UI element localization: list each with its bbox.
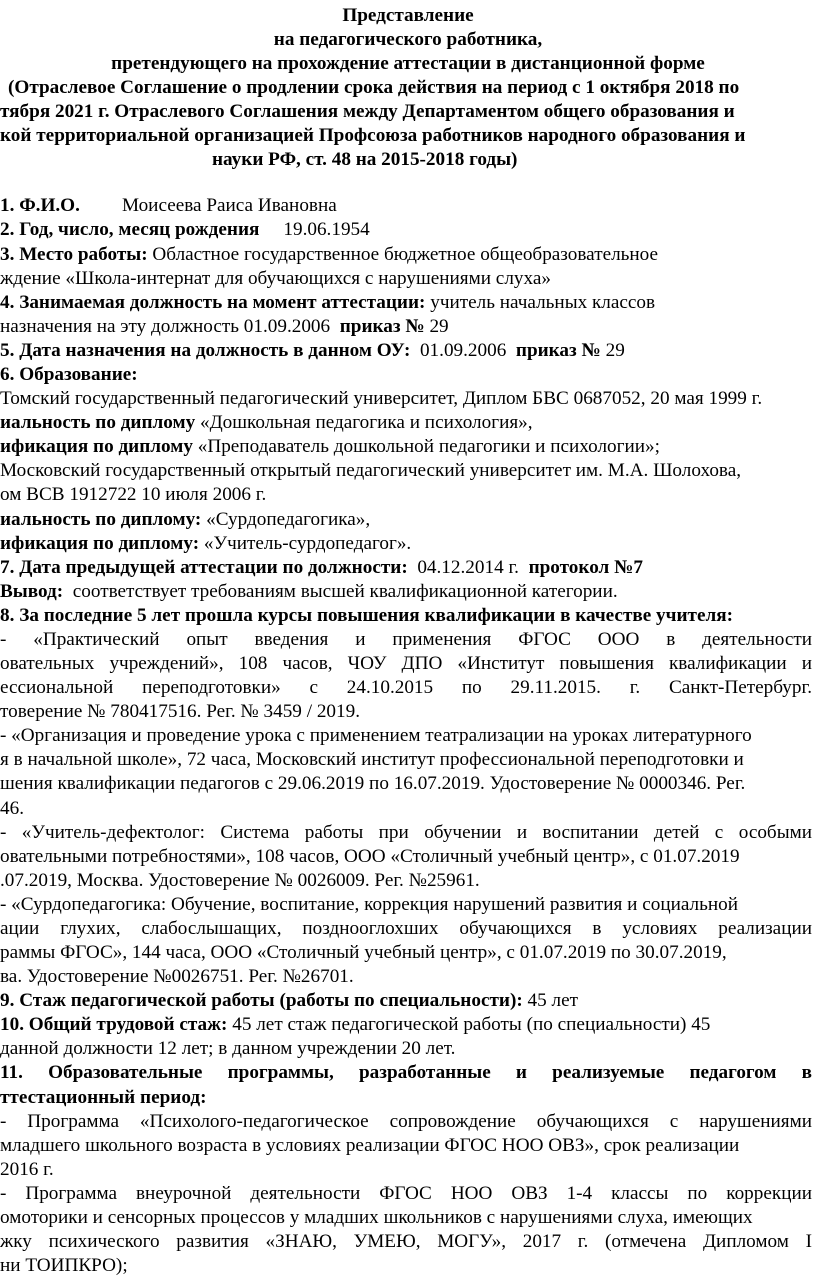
field-label: 1. Ф.И.О. <box>0 195 80 216</box>
field-label: иальность по диплому <box>0 412 196 433</box>
course-line: я в начальной школе», 72 часа, Московский институт профессиональной переподготовки и <box>0 749 744 770</box>
field-value: «Учитель-сурдопедагог». <box>203 533 412 554</box>
program-line: 2016 г. <box>0 1159 54 1180</box>
education-line: Томский государственный педагогический университет, Диплом БВС 0687052, 20 мая 1999 г. <box>0 388 763 409</box>
course-line: ации глухих, слабослышащих, позднооглохших обучающихся в условиях реализации <box>0 918 812 939</box>
field-label: 7. Дата предыдущей аттестации по должности: <box>0 557 408 578</box>
field-value: «Преподаватель дошкольной педагогики и психологии»; <box>197 436 660 457</box>
field-value: 45 лет <box>527 990 579 1011</box>
order-number: 29 <box>429 316 449 337</box>
course-line: овательными потребностями», 108 часов, ООО «Столичный учебный центр», с 01.07.2019 <box>0 846 740 867</box>
conclusion-label: Вывод: <box>0 581 64 602</box>
section-11-label-continued: ттестационный период: <box>0 1087 207 1108</box>
conclusion <box>0 580 618 604</box>
course-line: - «Практический опыт введения и применения ФГОС ООО в деятельности <box>0 629 812 650</box>
education-line: Московский государственный открытый педагогический университет им. М.А. Шолохова, <box>0 460 742 481</box>
field-label: 10. Общий трудовой стаж: <box>0 1014 228 1035</box>
course-line: 46. <box>0 798 24 819</box>
field-label: иальность по диплому: <box>0 509 202 530</box>
title-line: (Отраслевое Соглашение о продлении срока действия на период с 1 октября 2018 по <box>8 77 740 98</box>
title-line: тября 2021 г. Отраслевого Соглашения между Департаментом общего образования и <box>0 101 735 122</box>
field-value: 45 лет стаж педагогической работы (по специальности) 45 <box>232 1014 711 1035</box>
field-value: назначения на эту должность 01.09.2006 <box>0 316 331 337</box>
field-value: «Сурдопедагогика», <box>206 509 371 530</box>
section-2 <box>0 218 370 242</box>
order-number: 29 <box>605 340 625 361</box>
conclusion-value: соответствует требованиям высшей квалификационной категории. <box>72 581 618 602</box>
course-line: овательных учреждений», 108 часов, ЧОУ ДПО «Институт повышения квалификации и <box>0 653 812 674</box>
education-line <box>0 435 660 459</box>
field-value: «Дошкольная педагогика и психология», <box>199 412 533 433</box>
field-label: 2. Год, число, месяц рождения <box>0 219 260 240</box>
education-line <box>0 532 411 556</box>
course-line: раммы ФГОС», 144 часа, ООО «Столичный учебный центр», с 01.07.2019 по 30.07.2019, <box>0 942 727 963</box>
field-label: 5. Дата назначения на должность в данном ОУ: <box>0 340 411 361</box>
document-title: Представление <box>342 5 474 26</box>
course-line: .07.2019, Москва. Удостоверение № 0026009. Рег. №25961. <box>0 870 480 891</box>
section-10 <box>0 1013 710 1037</box>
course-line: - «Учитель-дефектолог: Система работы при обучении и воспитании детей с особыми <box>0 822 812 843</box>
title-line: претендующего на прохождение аттестации в дистанционной форме <box>111 53 705 74</box>
section-11-label: 11. Образовательные программы, разработанные и реализуемые педагогом в <box>0 1062 812 1083</box>
course-line: ва. Удостоверение №0026751. Рег. №26701. <box>0 966 354 987</box>
field-label: 4. Занимаемая должность на момент аттестации: <box>0 292 426 313</box>
field-value-continued <box>0 315 449 339</box>
program-line: ни ТОИПКРО); <box>0 1255 128 1276</box>
section-9 <box>0 989 578 1013</box>
course-line: шения квалификации педагогов с 29.06.2019 по 16.07.2019. Удостоверение № 0000346. Рег. <box>0 773 746 794</box>
program-line: - Программа «Психолого-педагогическое сопровождение обучающихся с нарушениями <box>0 1111 812 1132</box>
title-line: на педагогического работника, <box>273 29 543 50</box>
field-value: Моисеева Раиса Ивановна <box>122 195 337 216</box>
section-3 <box>0 243 658 267</box>
order-label: приказ № <box>515 340 601 361</box>
program-line: омоторики и сенсорных процессов у младших школьников с нарушениями слуха, имеющих <box>0 1207 753 1228</box>
education-line <box>0 508 370 532</box>
course-line: ессиональной переподготовки» с 24.10.2015 по 29.11.2015. г. Санкт-Петербург. <box>0 677 812 698</box>
program-line: жку психического развития «ЗНАЮ, УМЕЮ, МОГУ», 2017 г. (отмечена Дипломом I <box>0 1231 812 1252</box>
section-1 <box>0 194 337 218</box>
course-line: - «Организация и проведение урока с применением театрализации на уроках литературного <box>0 725 752 746</box>
field-label: 9. Стаж педагогической работы (работы по специальности): <box>0 990 523 1011</box>
section-7 <box>0 556 643 580</box>
program-line: младшего школьного возраста в условиях реализации ФГОС НОО ОВЗ», срок реализации <box>0 1135 740 1156</box>
protocol-label: протокол №7 <box>528 557 643 578</box>
field-label: 3. Место работы: <box>0 244 148 265</box>
title-line: науки РФ, ст. 48 на 2015-2018 годы) <box>212 149 518 170</box>
education-line: ом ВСВ 1912722 10 июля 2006 г. <box>0 484 267 505</box>
section-4 <box>0 291 655 315</box>
field-value: 04.12.2014 г. <box>417 557 519 578</box>
field-label: ификация по диплому <box>0 436 193 457</box>
course-line: товерение № 780417516. Рег. № 3459 / 2019. <box>0 701 360 722</box>
field-value: Областное государственное бюджетное общеобразовательное <box>152 244 659 265</box>
field-value-continued: ждение «Школа-интернат для обучающихся с нарушениями слуха» <box>0 268 551 289</box>
education-line <box>0 411 533 435</box>
section-5 <box>0 339 625 363</box>
field-label: ификация по диплому: <box>0 533 200 554</box>
field-value: 01.09.2006 <box>419 340 507 361</box>
field-value: 19.06.1954 <box>283 219 370 240</box>
section-8-label: 8. За последние 5 лет прошла курсы повышения квалификации в качестве учителя: <box>0 605 733 626</box>
order-label: приказ № <box>339 316 425 337</box>
course-line: - «Сурдопедагогика: Обучение, воспитание, коррекция нарушений развития и социальной <box>0 894 739 915</box>
title-line: кой территориальной организацией Профсоюза работников народного образования и <box>0 125 746 146</box>
field-value: учитель начальных классов <box>430 292 656 313</box>
section-6-label: 6. Образование: <box>0 364 138 385</box>
program-line: - Программа внеурочной деятельности ФГОС НОО ОВЗ 1-4 классы по коррекции <box>0 1183 812 1204</box>
field-value-continued: данной должности 12 лет; в данном учреждении 20 лет. <box>0 1038 456 1059</box>
